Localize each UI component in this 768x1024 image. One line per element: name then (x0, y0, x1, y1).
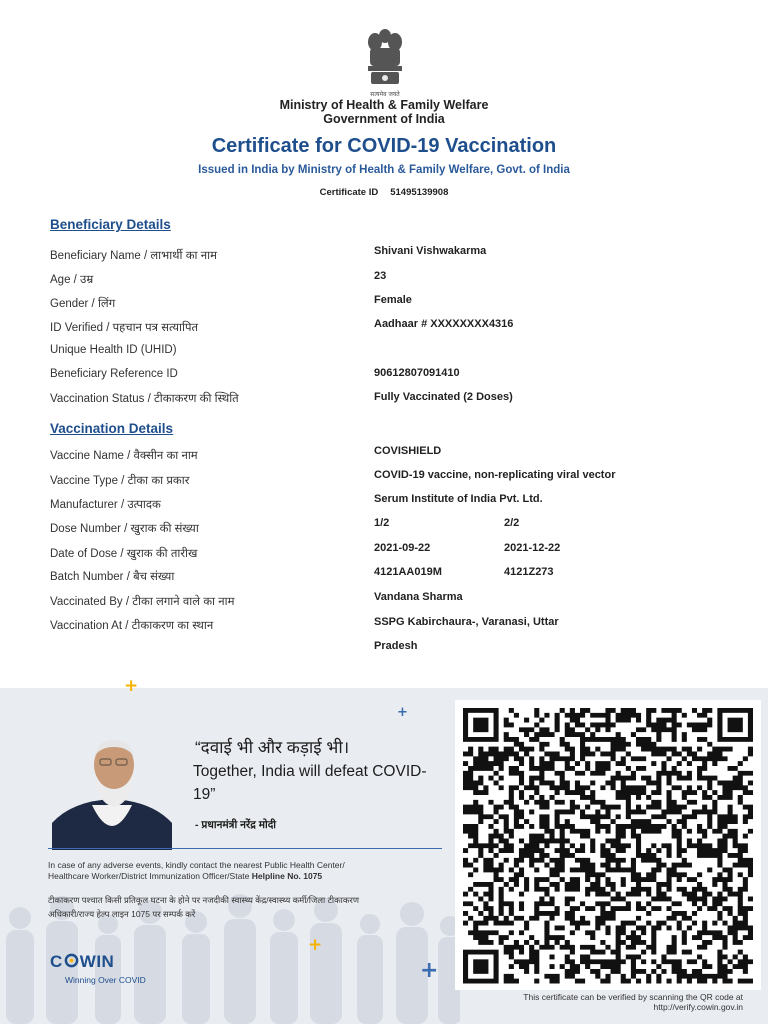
adverse-line-1: In case of any adverse events, kindly contact the nearest Public Health Center/ (48, 860, 345, 870)
cowin-logo (50, 952, 114, 972)
vaccine-name-label: Vaccine Name / वैक्सीन का नाम (50, 450, 198, 462)
plus-decor-icon: + (308, 935, 323, 955)
age-label: Age / उम्र (50, 274, 94, 286)
divider (48, 848, 442, 849)
issued-by: Issued in India by Ministry of Health & Family Welfare, Govt. of India (198, 164, 570, 176)
dose-number-label: Dose Number / खुराक की संख्या (50, 523, 199, 535)
gender-label: Gender / लिंग (50, 298, 116, 310)
helpline-number: Helpline No. 1075 (251, 871, 323, 881)
vaccine-name-value: COVISHIELD (374, 445, 442, 457)
batch-number-label: Batch Number / बैच संख्या (50, 571, 175, 583)
quote-hindi: “दवाई भी और कड़ाई भी। (195, 738, 350, 757)
beneficiary-section-title: Beneficiary Details (50, 217, 171, 232)
national-emblem-icon (362, 26, 408, 100)
plus-decor-icon: + (124, 676, 139, 696)
date-of-dose-value-1: 2021-09-22 (374, 542, 431, 554)
certificate-title: Certificate for COVID-19 Vaccination (211, 135, 557, 157)
cowin-logo-rest: WIN (79, 952, 115, 971)
adverse-hindi-line-2: अधिकारी/राज्य हेल्प लाइन 1075 पर सम्पर्क करें (48, 909, 196, 919)
vaccine-type-value: COVID-19 vaccine, non-replicating viral vector (374, 469, 616, 481)
emblem-motto: सत्यमेव जयते (370, 91, 400, 98)
adverse-events-english (48, 860, 448, 882)
batch-number-value-1: 4121AA019M (374, 566, 442, 578)
ministry-name: Ministry of Health & Family Welfare (279, 98, 489, 112)
reference-id-value: 90612807091410 (374, 367, 460, 379)
batch-number-value-2: 4121Z273 (504, 566, 554, 578)
qr-code-icon (455, 700, 761, 990)
vaccinated-by-label: Vaccinated By / टीका लगाने वाले का नाम (50, 596, 235, 608)
cowin-logo-c: C (50, 952, 63, 971)
adverse-line-2: Healthcare Worker/District Immunization Officer/State Helpline No. 1075 (48, 871, 323, 881)
manufacturer-value: Serum Institute of India Pvt. Ltd. (374, 493, 543, 505)
quote-attribution: - प्रधानमंत्री नरेंद्र मोदी (195, 819, 277, 831)
adverse-hindi-line-1: टीकाकरण पश्चात किसी प्रतिकूल घटना के होने पर नजदीकी स्वास्थ्य केंद्र/स्वास्थ्य कर्मी/जिला टीकाकरण (48, 895, 359, 905)
verification-note (455, 992, 743, 1012)
reference-id-label: Beneficiary Reference ID (50, 368, 178, 380)
gender-value: Female (374, 294, 412, 306)
vaccination-status-label: Vaccination Status / टीकाकरण की स्थिति (50, 393, 239, 405)
certificate-id (0, 187, 768, 198)
vaccination-at-value-continued: Pradesh (374, 640, 418, 652)
syringe-o-icon (64, 953, 79, 968)
quote-english: Together, India will defeat COVID-19” (193, 763, 427, 803)
plus-decor-icon: + (420, 958, 439, 983)
adverse-events-hindi (48, 893, 448, 921)
government-name: Government of India (323, 112, 445, 126)
ministry-heading (0, 98, 768, 126)
dose-number-value-2: 2/2 (504, 517, 520, 529)
portrait-image (52, 735, 172, 850)
vaccination-at-label: Vaccination At / टीकाकरण का स्थान (50, 620, 214, 632)
certificate-id-value: 51495139908 (390, 187, 449, 198)
age-value: 23 (374, 270, 387, 282)
verification-text: This certificate can be verified by scanning the QR code at (523, 992, 743, 1002)
cowin-tagline: Winning Over COVID (65, 975, 146, 985)
uhid-label: Unique Health ID (UHID) (50, 344, 177, 356)
id-verified-value: Aadhaar # XXXXXXXX4316 (374, 318, 514, 330)
vaccination-section-title: Vaccination Details (50, 421, 174, 436)
certificate-id-label: Certificate ID (319, 187, 379, 198)
id-verified-label: ID Verified / पहचान पत्र सत्यापित (50, 322, 199, 334)
beneficiary-name-value: Shivani Vishwakarma (374, 245, 487, 257)
date-of-dose-value-2: 2021-12-22 (504, 542, 561, 554)
vaccine-type-label: Vaccine Type / टीका का प्रकार (50, 475, 190, 487)
vaccinated-by-value: Vandana Sharma (374, 591, 463, 603)
plus-decor-icon: + (397, 705, 408, 720)
manufacturer-label: Manufacturer / उत्पादक (50, 499, 161, 511)
vaccination-status-value: Fully Vaccinated (2 Doses) (374, 391, 513, 403)
date-of-dose-label: Date of Dose / खुराक की तारीख (50, 548, 198, 560)
beneficiary-name-label: Beneficiary Name / लाभार्थी का नाम (50, 250, 217, 262)
verification-url: http://verify.cowin.gov.in (653, 1002, 743, 1012)
vaccination-at-value: SSPG Kabirchaura-, Varanasi, Uttar (374, 616, 559, 628)
dose-number-value-1: 1/2 (374, 517, 390, 529)
